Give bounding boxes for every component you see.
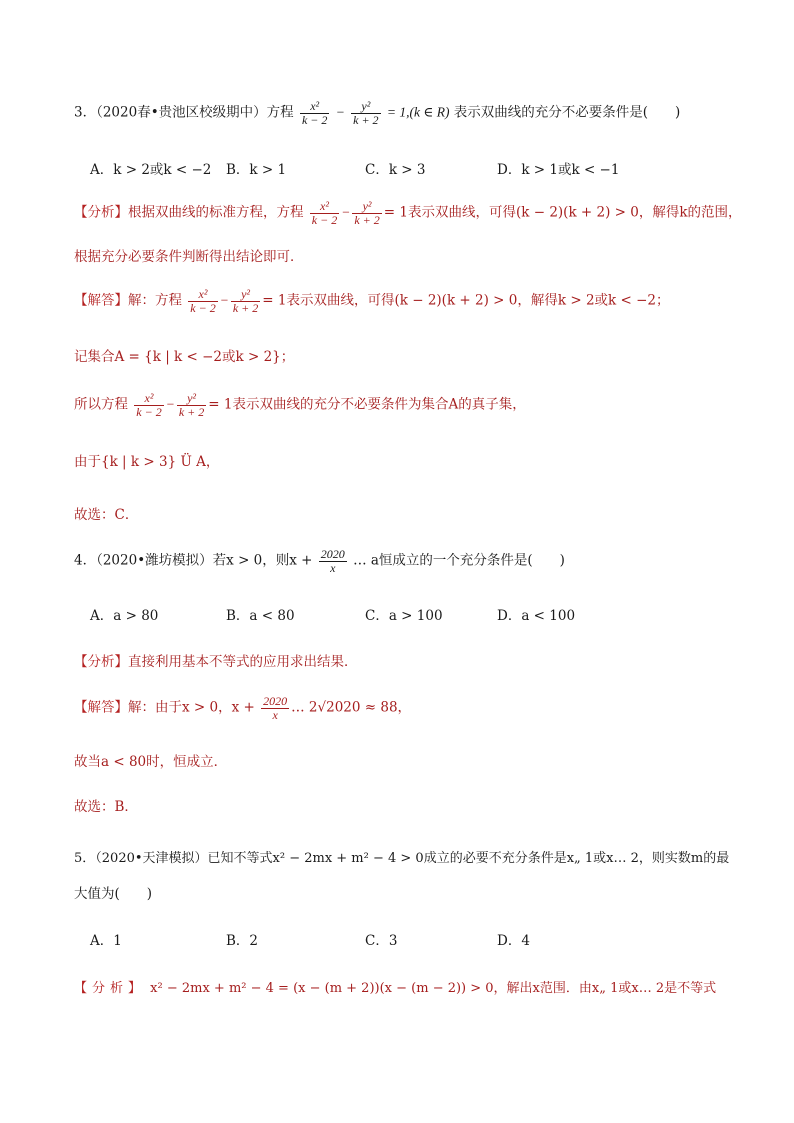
q4-solution (74, 695, 411, 721)
q3-set-definition: 记集合A = {k | k < −2或k > 2}； (74, 349, 295, 365)
q3-conclusion-eq: = 1表示双曲线的充分不必要条件为集合A的真子集， (208, 396, 526, 413)
q3-suffix: 表示双曲线的充分不必要条件是( ) (453, 104, 681, 121)
q3-conclusion (74, 392, 526, 418)
q3-solution (74, 288, 670, 314)
q5-option-a: A．1 (90, 933, 122, 949)
q4-suffix: … a恒成立的一个充分条件是( ) (353, 552, 565, 569)
q3-stem (74, 100, 680, 126)
q5-stem-line2: 大值为( ) (74, 886, 153, 902)
q4-analysis (74, 650, 358, 670)
solution-tag: 【解答】 (74, 292, 128, 309)
q3-analysis-fraction-y: $\frac{\text{y²}}{k + 2}$ (354, 199, 380, 227)
q4-fraction: $\frac{2020}{x}$ (320, 547, 345, 575)
q3-fraction-y: $\frac{\text{y²}}{k + 2}$ (353, 99, 379, 127)
q5-option-c: C．3 (365, 933, 398, 949)
q4-option-a: A．a > 80 (90, 608, 159, 624)
q3-option-b: B．k > 1 (226, 162, 287, 178)
q3-conclusion-text: 所以方程 (74, 396, 128, 413)
q3-answer: 故选：C． (74, 507, 139, 523)
q3-fraction-x: $\frac{\text{x²}}{k - 2}$ (301, 99, 328, 127)
q3-prefix: 3．（2020春•贵池区校级期中）方程 (74, 104, 294, 121)
q3-eq-tail: = 1,(k ∈ R) (386, 104, 450, 120)
q4-hence: 故当a < 80时，恒成立． (74, 754, 228, 770)
q4-solution-text: 解：由于x > 0，x + (128, 699, 255, 716)
q3-solution-text: 解：方程 (128, 292, 182, 309)
q3-conclusion-fraction-x: $\frac{\text{x²}}{k - 2}$ (136, 391, 162, 419)
analysis-tag: 【分析】 (74, 654, 128, 670)
q4-analysis-text: 直接利用基本不等式的应用求出结果． (128, 654, 358, 670)
q3-analysis-eq: = 1表示双曲线，可得(k − 2)(k + 2) > 0，解得k的范围， (383, 204, 742, 221)
minus-sign: − (165, 396, 175, 412)
analysis-tag: 【分析】 (74, 981, 147, 996)
q4-solution-eq: … 2√2020 ≈ 88， (291, 699, 412, 716)
q5-analysis-text: x² − 2mx + m² − 4 = (x − (m + 2))(x − (m − 2)) > 0，解出x范围．由x„ 1或x… 2是不等式 (150, 981, 717, 996)
q3-solution-fraction-y: $\frac{\text{y²}}{k + 2}$ (232, 287, 259, 315)
q4-answer: 故选：B． (74, 799, 138, 815)
analysis-tag: 【分析】 (74, 204, 128, 221)
minus-sign: − (341, 204, 351, 220)
solution-tag: 【解答】 (74, 699, 128, 716)
q5-option-b: B．2 (226, 933, 259, 949)
q5-analysis (74, 977, 716, 996)
q4-prefix: 4．（2020•潍坊模拟）若x > 0，则x + (74, 552, 313, 569)
q3-solution-eq: = 1表示双曲线，可得(k − 2)(k + 2) > 0，解得k > 2或k < −2； (262, 292, 670, 309)
q3-analysis-line2: 根据充分必要条件判断得出结论即可． (74, 249, 304, 265)
q5-stem-line1: 5．（2020•天津模拟）已知不等式x² − 2mx + m² − 4 > 0成立的必要不充分条件是x„ 1或x… 2，则实数m的最 (74, 851, 730, 866)
q3-analysis-text: 根据双曲线的标准方程，方程 (128, 204, 304, 221)
q4-option-b: B．a < 80 (226, 608, 295, 624)
q3-option-a: A．k > 2或k < −2 (90, 162, 212, 178)
q4-option-c: C．a > 100 (365, 608, 443, 624)
q4-stem (74, 548, 565, 574)
q3-option-d: D．k > 1或k < −1 (497, 162, 620, 178)
q3-option-c: C．k > 3 (365, 162, 426, 178)
minus-sign: − (335, 104, 345, 120)
q3-solution-fraction-x: $\frac{\text{x²}}{k - 2}$ (190, 287, 216, 315)
q3-analysis (74, 200, 742, 226)
q4-solution-fraction: $\frac{2020}{x}$ (263, 694, 288, 722)
q3-conclusion-fraction-y: $\frac{\text{y²}}{k + 2}$ (178, 391, 205, 419)
q4-option-d: D．a < 100 (497, 608, 576, 624)
q3-analysis-fraction-x: $\frac{\text{x²}}{k - 2}$ (311, 199, 338, 227)
q3-since: 由于{k | k > 3} Ü A， (74, 454, 220, 470)
q5-option-d: D．4 (497, 933, 530, 949)
minus-sign: − (219, 292, 229, 308)
